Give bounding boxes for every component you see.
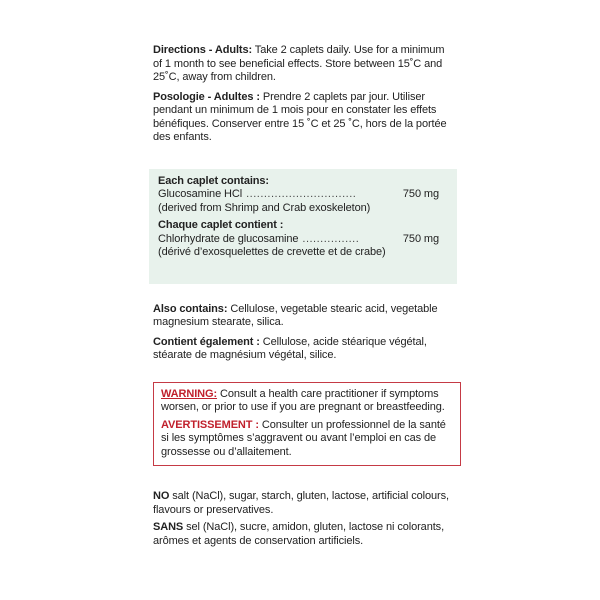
ingredient-en-amount: 750 mg — [402, 188, 439, 200]
free-of-en-text: salt (NaCl), sugar, starch, gluten, lactose, artificial colours, flavours or preservatives. — [153, 490, 449, 516]
ingredients-en-heading: Each caplet contains: — [158, 174, 269, 187]
free-of-fr-text: sel (NaCl), sucre, amidon, gluten, lactose ni colorants, arômes et agents de conservation artificiels. — [153, 521, 445, 547]
free-of-fr — [153, 521, 453, 548]
ingredient-en-name: Glucosamine HCl — [158, 188, 243, 200]
ingredient-fr-amount: 750 mg — [402, 232, 439, 245]
directions-en-text: Take 2 caplets daily. Use for a minimum of 1 month to see beneficial effects. Store between 15˚C and 25˚C, away from children. — [153, 44, 445, 83]
also-en-label: Also contains: — [153, 302, 228, 315]
also-en-text: Cellulose, vegetable stearic acid, vegetable magnesium stearate, silica. — [153, 302, 438, 328]
ingredient-fr-source: (dérivé d’exosquelettes de crevette et de crabe) — [158, 246, 386, 258]
warning-box — [153, 382, 461, 467]
also-contains-section — [153, 303, 453, 363]
also-fr-text: Cellulose, acide stéarique végétal, stéarate de magnésium végétal, silice. — [153, 335, 427, 361]
directions-section — [153, 44, 453, 145]
free-of-en — [153, 490, 453, 517]
directions-fr-text: Prendre 2 caplets par jour. Utiliser pendant un minimum de 1 mois pour en constater les effets bénéfiques. Conserver entre 15 ˚C et 25 ˚C, hors de la portée des enfants. — [153, 90, 447, 143]
warning-en-label: WARNING: — [161, 387, 218, 400]
ingredient-fr-dots: ................ — [302, 232, 360, 245]
warning-fr-text: Consulter un professionnel de la santé si les symptômes s’aggravent ou avant l’emploi en cas de grossesse ou d’allaitement. — [161, 418, 446, 458]
ingredient-fr-name: Chlorhydrate de glucosamine — [158, 232, 299, 245]
warning-fr — [161, 419, 453, 460]
ingredient-en-source: (derived from Shrimp and Crab exoskeleton) — [158, 201, 371, 214]
directions-en-label: Directions - Adults: — [153, 44, 253, 56]
free-of-en-label: NO — [153, 490, 170, 502]
ingredient-row-fr — [158, 233, 453, 247]
free-of-section — [153, 490, 453, 548]
warning-en-text: Consult a health care practitioner if symptoms worsen, or prior to use if you are pregnant or breastfeeding. — [161, 387, 445, 413]
ingredient-en-dots: ............................... — [246, 188, 357, 200]
free-of-fr-label: SANS — [153, 521, 184, 533]
warning-en — [161, 388, 453, 415]
ingredients-fr-heading: Chaque caplet contient : — [158, 219, 284, 231]
ingredient-row-en — [158, 188, 453, 202]
also-fr-label: Contient également : — [153, 335, 260, 348]
directions-fr-label: Posologie - Adultes : — [153, 90, 260, 103]
ingredients-panel — [149, 169, 457, 284]
also-en — [153, 303, 453, 330]
supplement-label — [153, 44, 453, 548]
directions-en — [153, 44, 453, 85]
directions-fr — [153, 91, 453, 145]
also-fr — [153, 336, 453, 363]
warning-fr-label: AVERTISSEMENT : — [161, 418, 259, 431]
